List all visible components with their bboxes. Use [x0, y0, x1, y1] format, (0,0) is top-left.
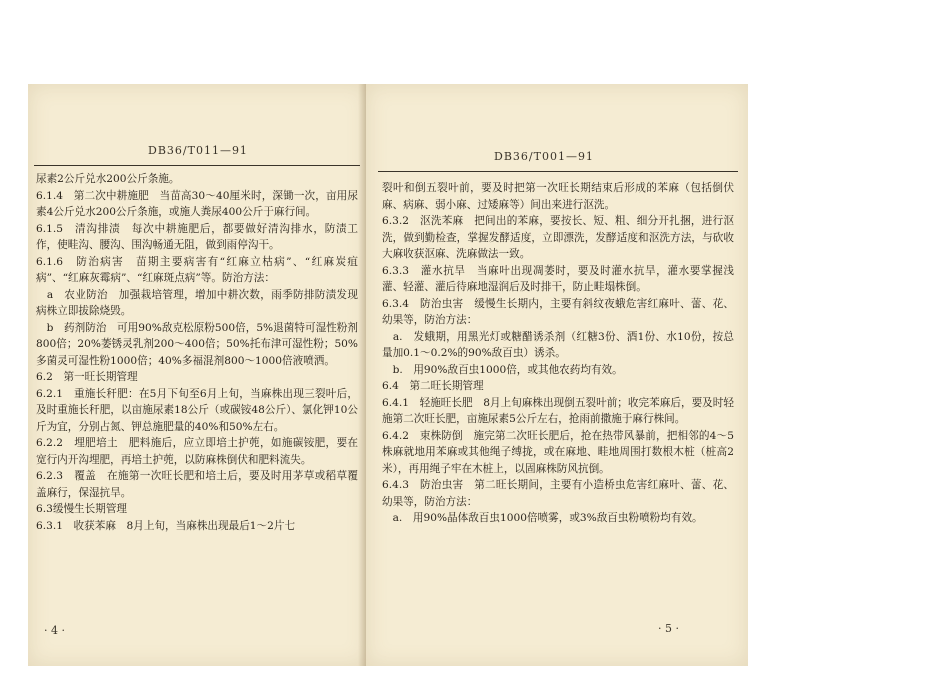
page-body — [382, 180, 734, 527]
paragraph: 6.1.5 清沟排渍 每次中耕施肥后，都要做好清沟排水，防渍工作，使畦沟、腰沟、围沟畅通无阻，做到雨停沟干。 — [36, 222, 358, 251]
section-heading: 6.4 第二旺长期管理 — [382, 380, 484, 392]
header-rule — [378, 171, 738, 172]
paragraph: 6.3.4 防治虫害 缓慢生长期内，主要有斜纹夜蛾危害红麻叶、蕾、花、幼果等，防治方法： — [382, 297, 734, 326]
page-header: DB36/T011—91 — [148, 144, 248, 157]
page-number: · 5 · — [658, 622, 679, 635]
right-page — [366, 84, 748, 666]
section-heading: 6.3缓慢生长期管理 — [36, 503, 128, 515]
header-rule — [34, 165, 360, 166]
paragraph: 6.2.1 重施长秆肥：在5月下旬至6月上旬，当麻株出现三裂叶后，及时重施长秆肥，以亩施尿素18公斤（或碳铵48公斤）、氯化钾10公斤为宜，分别占氮、钾总施肥量的40%和50%左右。 — [36, 387, 358, 433]
paragraph: 6.1.6 防治病害 苗期主要病害有“红麻立枯病”、“红麻炭疽病”、“红麻灰霉病”、“红麻斑点病”等。防治方法： — [36, 255, 358, 284]
page-number: · 4 · — [44, 624, 65, 637]
left-page — [28, 84, 368, 666]
paragraph: 6.2.2 埋肥培土 肥料施后，应立即培土护蔸，如施碳铵肥，要在宽行内开沟埋肥，再培土护蔸，以防麻株倒伏和肥料流失。 — [36, 437, 358, 466]
paragraph: 裂叶和倒五裂叶前，要及时把第一次旺长期结束后形成的苯麻（包括倒伏麻、病麻、弱小麻、过矮麻等）间出来进行沤洗。 — [382, 182, 734, 211]
paragraph: a. 发蛾期，用黑光灯或糖醋诱杀剂（红糖3份、酒1份、水10份，按总量加0.1～0.2%的90%敌百虫）诱杀。 — [382, 330, 734, 359]
paragraph: 6.1.4 第二次中耕施肥 当苗高30～40厘米时，深锄一次，亩用尿素4公斤兑水200公斤条施，或施人粪尿400公斤于麻行间。 — [36, 189, 358, 218]
paragraph: 6.3.3 灌水抗旱 当麻叶出现凋萎时，要及时灌水抗旱，灌水要掌握浅灌、轻灌、灌后待麻地湿润后及时排干，防止畦塌株倒。 — [382, 264, 734, 293]
paragraph: 尿素2公斤兑水200公斤条施。 — [36, 173, 180, 185]
paragraph: 6.2.3 覆盖 在施第一次旺长肥和培土后，要及时用茅草或稻草覆盖麻行，保湿抗旱。 — [36, 470, 358, 499]
paragraph: 6.3.2 沤洗苯麻 把间出的苯麻，要按长、短、粗、细分开扎捆，进行沤洗，做到勤检查，掌握发酵适度，立即漂洗，发酵适度和沤洗方法，与砍收大麻收获沤麻、洗麻做法一致。 — [382, 215, 734, 260]
section-heading: 6.2 第一旺长期管理 — [36, 371, 138, 383]
paragraph: 6.4.3 防治虫害 第二旺长期间，主要有小造桥虫危害红麻叶、蕾、花、幼果等，防治方法： — [382, 479, 734, 508]
paragraph: a. 用90%晶体敌百虫1000倍喷雾，或3%敌百虫粉喷粉均有效。 — [382, 512, 703, 524]
paragraph: 6.4.2 束株防倒 施完第二次旺长肥后，抢在热带风暴前，把相邻的4～5株麻就地用苯麻或其他绳子缚拢，或在麻地、畦地周围打数根木桩（桩高2米），再用绳子牢在木桩上，以固麻株防风抗倒。 — [382, 429, 734, 475]
paragraph: a 农业防治 加强栽培管理，增加中耕次数，雨季防排防渍发现病株立即拔除烧毁。 — [36, 288, 358, 317]
paragraph: 6.4.1 轻施旺长肥 8月上旬麻株出现倒五裂叶前；收完苯麻后，要及时轻施第二次旺长肥，亩施尿素5公斤左右，抢雨前撒施于麻行株间。 — [382, 396, 734, 425]
page-body — [36, 171, 358, 534]
paragraph: b. 用90%敌百虫1000倍，或其他农药均有效。 — [382, 363, 623, 376]
paragraph: 6.3.1 收获苯麻 8月上旬，当麻株出现最后1～2片七 — [36, 519, 296, 532]
page-header: DB36/T001—91 — [494, 150, 594, 163]
paragraph: b 药剂防治 可用90%敌克松原粉500倍，5%退菌特可湿性粉剂800倍；20%萎锈灵乳剂200～400倍；50%托布津可湿性粉；50%多菌灵可湿性粉1000倍；40%多福混剂800～1000倍液喷洒。 — [36, 321, 358, 367]
